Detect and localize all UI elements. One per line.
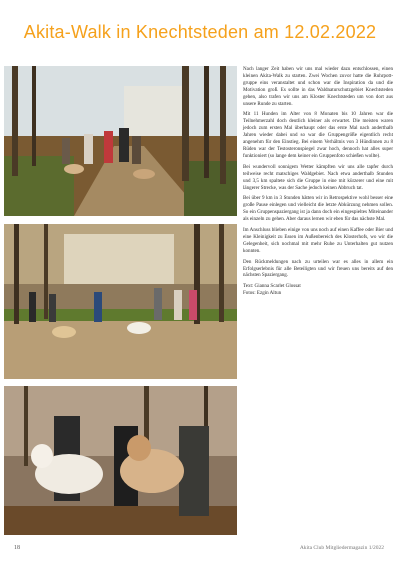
photo-akita-closeup	[4, 386, 237, 535]
photo-group-sunny-path	[4, 224, 237, 379]
article-paragraph-6: Den Rückmeldungen nach zu urteilen war es alles in allem ein Erfolgserlebnis für alle Beteiligten und wir freuen uns bereits auf den nächsten Spaziergang.	[243, 258, 393, 279]
article-paragraph-2: Mit 11 Hunden im Alter von 8 Monaten bis 10 Jahren war die Teilnehmerzahl doch deutlich kleiner als erwartet. Die meisten waren jedoch zum ersten Mal überhaupt oder das erste Mal nach anderthalb Jahren wieder dabei und so war die Gruppengröße eigentlich recht angenehm für den Einstieg. Bei einem Verhältnis von 3 Hündinnen zu 8 Rüden war der Testosteronspiegel zwar hoch, dennoch hat alles super funktioniert (so lange dem keiner ein Gruppenfoto schießen wollte).	[243, 111, 393, 159]
text-credit: Text: Gianna Scarlet Glossat	[243, 283, 301, 290]
article-paragraph-1: Nach langer Zeit haben wir uns mal wieder dazu entschlossen, einen kleinen Akita-Walk zu starten. Zwei Wochen zuvor hatte die Ruhrpott-gruppe eins veranstaltet und schon war die Inspiration da und die Motivation groß. Es sollte in das Waldnaturschutzgebiet Knechtsteden gehen, also trafen wir uns am Kloster Knechtsteden um von dort aus unsere Runde zu starten.	[243, 66, 393, 107]
article-paragraph-3: Bei wundervoll sonnigem Wetter kämpften wir uns alle tapfer durch teilweise recht matschiges Waldgebiet. Nach etwa anderthalb Stunden und 3,5 km spaltete sich die Gruppe in eine mit kürzerer und eine mit längerer Strecke, was der Sache jedoch keinen Abbruch tat.	[243, 163, 393, 191]
article-text-column	[243, 66, 393, 297]
photo-group-walk-path	[4, 66, 237, 216]
article-paragraph-5: Im Anschluss blieben einige von uns noch auf einen Kaffee oder Bier und eine Kleinigkeit zu Essen im Außenbereich des Klosterhofs, wo wir die Gelegenheit, sich nochmal mit mehr Ruhe zu Unterhalten gut nutzen konnten.	[243, 227, 393, 254]
article-paragraph-4: Bei über 9 km in 3 Stunden hätten wir in Retrospektive wohl besser eine große Pause einlegen und vielleicht die letzte Abkürzung nehmen sollen. So ein Gruppenspaziergang ist ja dann doch ein eingespieltes Miteinander als einzeln zu gehen. Aber daraus lernen wir eben für das nächste Mal.	[243, 195, 393, 223]
magazine-footer: Akita Club Mitgliedermagazin 1/2022	[299, 545, 384, 551]
article-title: Akita-Walk in Knechtsteden am 12.02.2022	[23, 22, 377, 42]
article-credits	[243, 283, 393, 297]
page-number: 18	[14, 545, 20, 551]
photo-credit: Fotos: Ezgin Altun	[243, 290, 282, 297]
